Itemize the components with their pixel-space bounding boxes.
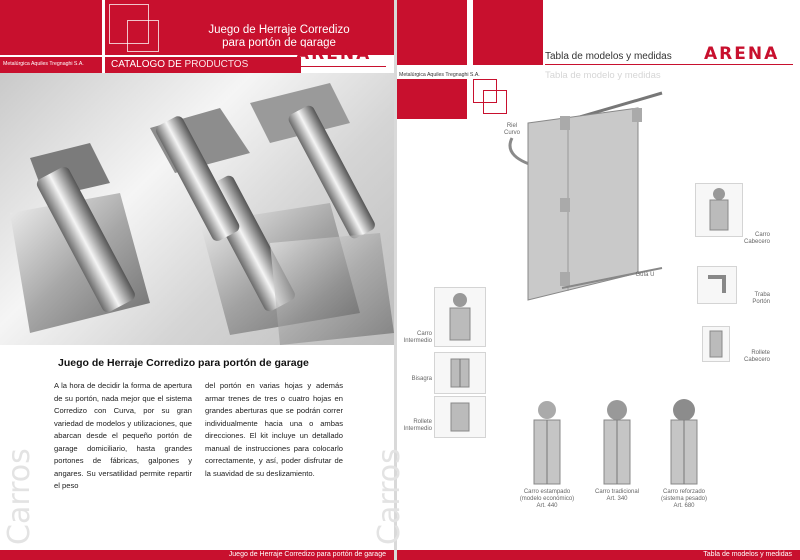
paragraph-column-2: del portón en varias hojas y además armar trenes de tres o cuatro hojas en grandes aberturas que se podrán correr individualmente hacia una o ambas direcciones. El kit incluye un detallado manual de instrucciones para colocarlo correctamente, y así, poder disfrutar de la suavidad de su deslizamiento. — [205, 381, 343, 478]
right-red-block-1 — [397, 0, 467, 65]
right-footer — [397, 550, 800, 560]
left-footer — [0, 550, 394, 560]
right-red-block-3 — [397, 79, 467, 119]
label-rollete-intermedio: Rollete Intermedio — [403, 419, 432, 432]
label-guia-u: Guía U — [635, 272, 655, 278]
sliding-door-diagram — [502, 88, 667, 303]
decor-square-outline-2 — [127, 20, 159, 52]
label-traba-porton: Traba Portón — [752, 292, 770, 305]
thumb-bisagra — [434, 352, 486, 394]
thumb-carro-cabecero — [695, 183, 743, 237]
company-name: Metalúrgica Aquiles Tregnaghi S.A. — [3, 61, 84, 67]
model-3-caption: Carro reforzado (sistema pesado) Art. 680 — [660, 489, 708, 509]
logo-underline — [296, 66, 386, 67]
left-footer-text: Juego de Herraje Corredizo para portón de garage — [228, 551, 386, 558]
hinge-product-photo — [0, 73, 394, 345]
arena-logo: ARENA — [296, 44, 372, 64]
label-rollete-cabecero: Rollete Cabecero — [743, 350, 770, 363]
arena-logo-right: ARENA — [704, 44, 780, 64]
model-carro-reforzado-illustration — [659, 398, 709, 488]
header-red-block-small — [0, 0, 102, 55]
model-1-caption: Carro estampado (modelo económico) Art. 440 — [519, 489, 575, 509]
section-heading: Juego de Herraje Corredizo para portón de garage — [58, 357, 309, 369]
header-title-line2: para portón de garage — [222, 37, 336, 49]
header-title-line1: Juego de Herraje Corredizo — [208, 24, 350, 36]
right-company-name: Metalúrgica Aquiles Tregnaghi S.A. — [399, 72, 480, 78]
label-bisagra: Bisagra — [411, 376, 432, 382]
hinges-illustration — [0, 73, 394, 345]
vertical-label-carros-right: Carros — [372, 448, 407, 545]
right-page — [372, 0, 800, 560]
model-carro-tradicional-illustration — [592, 398, 642, 488]
label-carro-cabecero: Carro Cabecero — [743, 232, 770, 245]
paragraph-column-1: A la hora de decidir la forma de apertura de su portón, nada mejor que el sistema Corredizo con Curva, por su gran variedad de modelos y utilizaciones, que abarcan desde el pequeño portón de garage domiciliario, hasta grandes portones de fábricas, galpones y angares. Su versatilidad permite repartir el peso — [54, 381, 192, 490]
title-rule — [545, 64, 793, 65]
thumb-carro-intermedio — [434, 287, 486, 347]
model-carro-estampado-illustration — [522, 398, 572, 488]
table-subtitle-ghost: Tabla de modelo y medidas — [545, 70, 661, 81]
label-riel-curvo: Riel Curvo — [503, 123, 520, 136]
vertical-label-carros: Carros — [2, 448, 37, 545]
company-red-strip — [0, 57, 102, 73]
thumb-rollete-intermedio — [434, 396, 486, 438]
model-2-caption: Carro tradicional Art. 340 — [594, 489, 640, 502]
catalog-label: CATALOGO DE PRODUCTOS — [111, 59, 249, 70]
right-red-block-2 — [473, 0, 543, 65]
table-title: Tabla de modelos y medidas — [545, 51, 672, 62]
label-carro-intermedio: Carro Intermedio — [403, 331, 432, 344]
left-page — [0, 0, 394, 560]
thumb-rollete-cabecero — [702, 326, 730, 362]
right-footer-text: Tabla de modelos y medidas — [703, 551, 792, 558]
